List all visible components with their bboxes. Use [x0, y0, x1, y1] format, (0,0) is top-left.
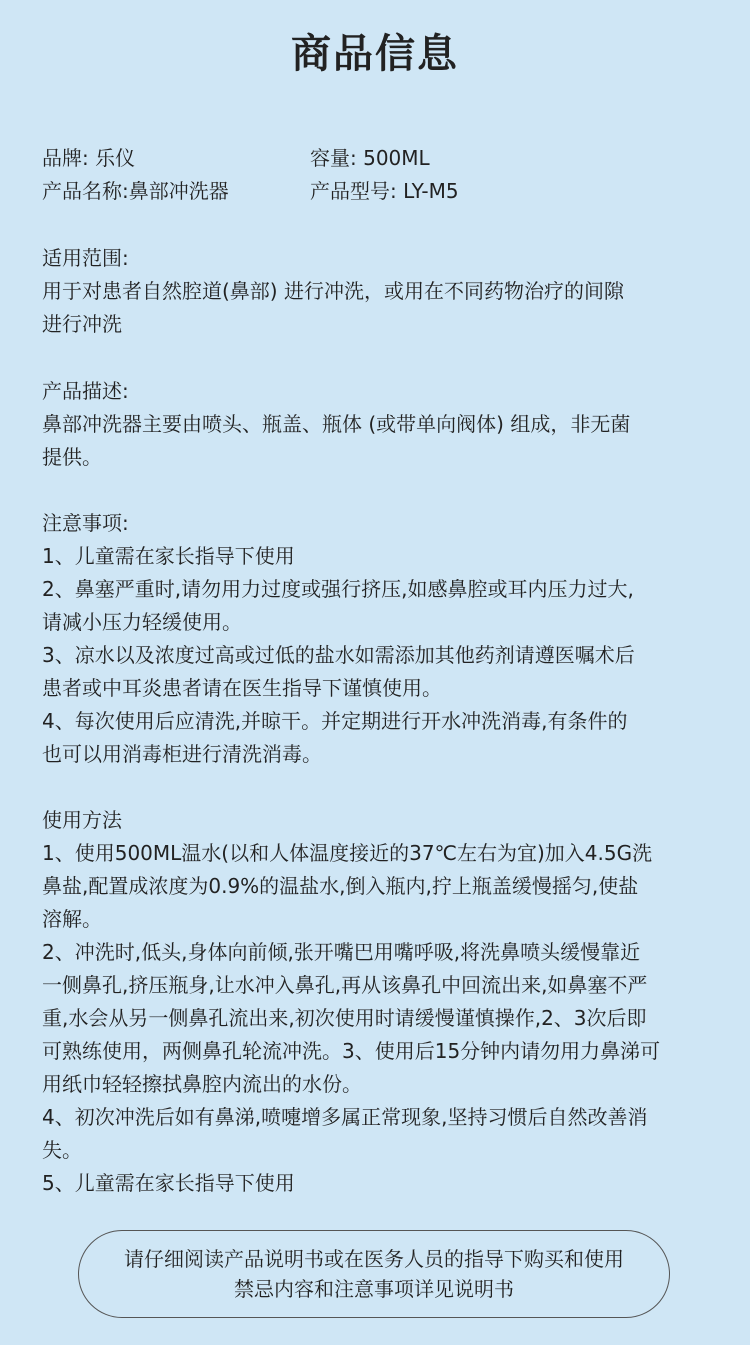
usage-line: 用纸巾轻轻擦拭鼻腔内流出的水份。	[42, 1072, 362, 1096]
precaution-line: 4、每次使用后应清洗,并晾干。并定期进行开水冲洗消毒,有条件的	[42, 709, 628, 733]
page-title: 商品信息	[291, 31, 459, 77]
scope-heading: 适用范围:	[42, 246, 129, 270]
spec-row	[42, 175, 722, 208]
capacity-spec: 容量: 500ML	[310, 146, 430, 170]
notice-box	[78, 1230, 670, 1318]
model-spec: 产品型号: LY-M5	[310, 179, 459, 203]
usage-line: 一侧鼻孔,挤压瓶身,让水冲入鼻孔,再从该鼻孔中回流出来,如鼻塞不严	[42, 973, 648, 997]
spec-row	[42, 142, 722, 175]
precaution-line: 2、鼻塞严重时,请勿用力过度或强行挤压,如感鼻腔或耳内压力过大,	[42, 577, 634, 601]
precaution-line: 也可以用消毒柜进行清洗消毒。	[42, 742, 322, 766]
usage-line: 1、使用500ML温水(以和人体温度接近的37℃左右为宜)加入4.5G洗	[42, 841, 653, 865]
precaution-line: 3、凉水以及浓度过高或过低的盐水如需添加其他药剂请遵医嘱术后	[42, 643, 635, 667]
usage-line: 2、冲洗时,低头,身体向前倾,张开嘴巴用嘴呼吸,将洗鼻喷头缓慢靠近	[42, 940, 641, 964]
notice-line-1: 请仔细阅读产品说明书或在医务人员的指导下购买和使用	[124, 1247, 624, 1271]
description-heading: 产品描述:	[42, 379, 129, 403]
usage-line: 4、初次冲洗后如有鼻涕,喷嚏增多属正常现象,坚持习惯后自然改善消	[42, 1105, 648, 1129]
brand-spec: 品牌: 乐仪	[42, 146, 136, 170]
usage-line: 失。	[42, 1138, 82, 1162]
description-line: 提供。	[42, 445, 102, 469]
description-line: 鼻部冲洗器主要由喷头、瓶盖、瓶体 (或带单向阀体) 组成，非无菌	[42, 412, 631, 436]
usage-line: 重,水会从另一侧鼻孔流出来,初次使用时请缓慢谨慎操作,2、3次后即	[42, 1006, 647, 1030]
usage-line: 溶解。	[42, 907, 102, 931]
precaution-line: 请减小压力轻缓使用。	[42, 610, 242, 634]
precautions-heading: 注意事项:	[42, 511, 129, 535]
usage-line: 可熟练使用，两侧鼻孔轮流冲洗。3、使用后15分钟内请勿用力鼻涕可	[42, 1039, 661, 1063]
usage-line: 鼻盐,配置成浓度为0.9%的温盐水,倒入瓶内,拧上瓶盖缓慢摇匀,使盐	[42, 874, 639, 898]
notice-line-2: 禁忌内容和注意事项详见说明书	[234, 1277, 514, 1301]
product-name-spec: 产品名称:鼻部冲洗器	[42, 179, 229, 203]
precautions-section	[42, 507, 722, 771]
usage-section	[42, 804, 722, 1200]
scope-line: 用于对患者自然腔道(鼻部) 进行冲洗，或用在不同药物治疗的间隙	[42, 279, 624, 303]
precaution-line: 1、儿童需在家长指导下使用	[42, 544, 295, 568]
description-section	[42, 375, 722, 474]
usage-heading: 使用方法	[42, 808, 122, 832]
usage-line: 5、儿童需在家长指导下使用	[42, 1171, 295, 1195]
scope-line: 进行冲洗	[42, 312, 122, 336]
scope-section	[42, 242, 722, 341]
precaution-line: 患者或中耳炎患者请在医生指导下谨慎使用。	[42, 676, 442, 700]
spec-table	[42, 142, 722, 208]
